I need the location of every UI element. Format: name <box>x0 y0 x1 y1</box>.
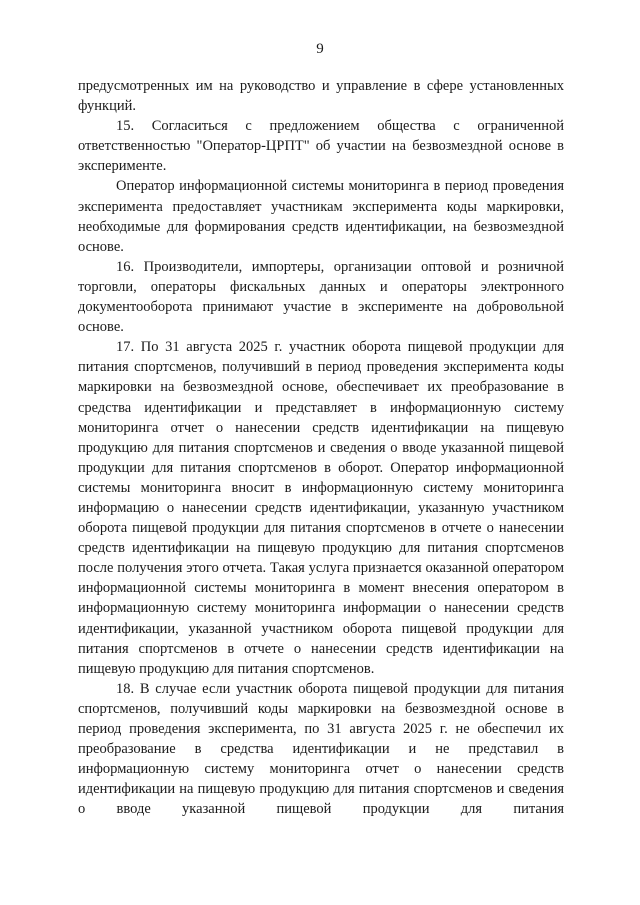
paragraph-item-17: 17. По 31 августа 2025 г. участник оборота пищевой продукции для питания спортсменов, получивший в период проведения эксперимента коды маркировки на безвозмездной основе, обеспечивает их преобразование в средства идентификации и представляет в информационную систему мониторинга отчет о нанесении средств идентификации на пищевую продукцию для питания спортсменов и сведения о вводе указанной пищевой продукции для питания спортсменов в оборот. Оператор информационной системы мониторинга вносит в информационную систему мониторинга информацию о нанесении средств идентификации, указанную участником оборота пищевой продукции для питания спортсменов в отчете о нанесении средств идентификации на пищевую продукцию для питания спортсменов после получения этого отчета. Такая услуга признается оказанной оператором информационной системы мониторинга в момент внесения оператором в информационную систему мониторинга информации о нанесении средств идентификации, указанной участником оборота пищевой продукции для питания спортсменов в отчете о нанесении средств идентификации на пищевую продукцию для питания спортсменов. <box>78 339 564 677</box>
paragraph-operator-codes: Оператор информационной системы мониторинга в период проведения эксперимента предоставляет участникам эксперимента коды маркировки, необходимые для формирования средств идентификации, на безвозмездной основе. <box>78 178 564 255</box>
document-body <box>78 76 564 819</box>
page-number: 9 <box>316 41 324 57</box>
paragraph-item-16: 16. Производители, импортеры, организации оптовой и розничной торговли, операторы фискальных данных и операторы электронного документооборота принимают участие в эксперименте на добровольной основе. <box>78 258 564 336</box>
paragraph-item-15: 15. Согласиться с предложением общества с ограниченной ответственностью "Оператор-ЦРПТ" об участии на безвозмездной основе в эксперименте. <box>78 118 564 175</box>
paragraph-continuation: предусмотренных им на руководство и управление в сфере установленных функций. <box>78 78 564 115</box>
paragraph-item-18: 18. В случае если участник оборота пищевой продукции для питания спортсменов, получивший коды маркировки на безвозмездной основе в период проведения эксперимента, по 31 августа 2025 г. не обеспечил их преобразование в средства идентификации и не представил в информационную систему мониторинга отчет о нанесении средств идентификации на пищевую продукцию для питания спортсменов и сведения о вводе указанной пищевой продукции для питания <box>78 680 564 818</box>
